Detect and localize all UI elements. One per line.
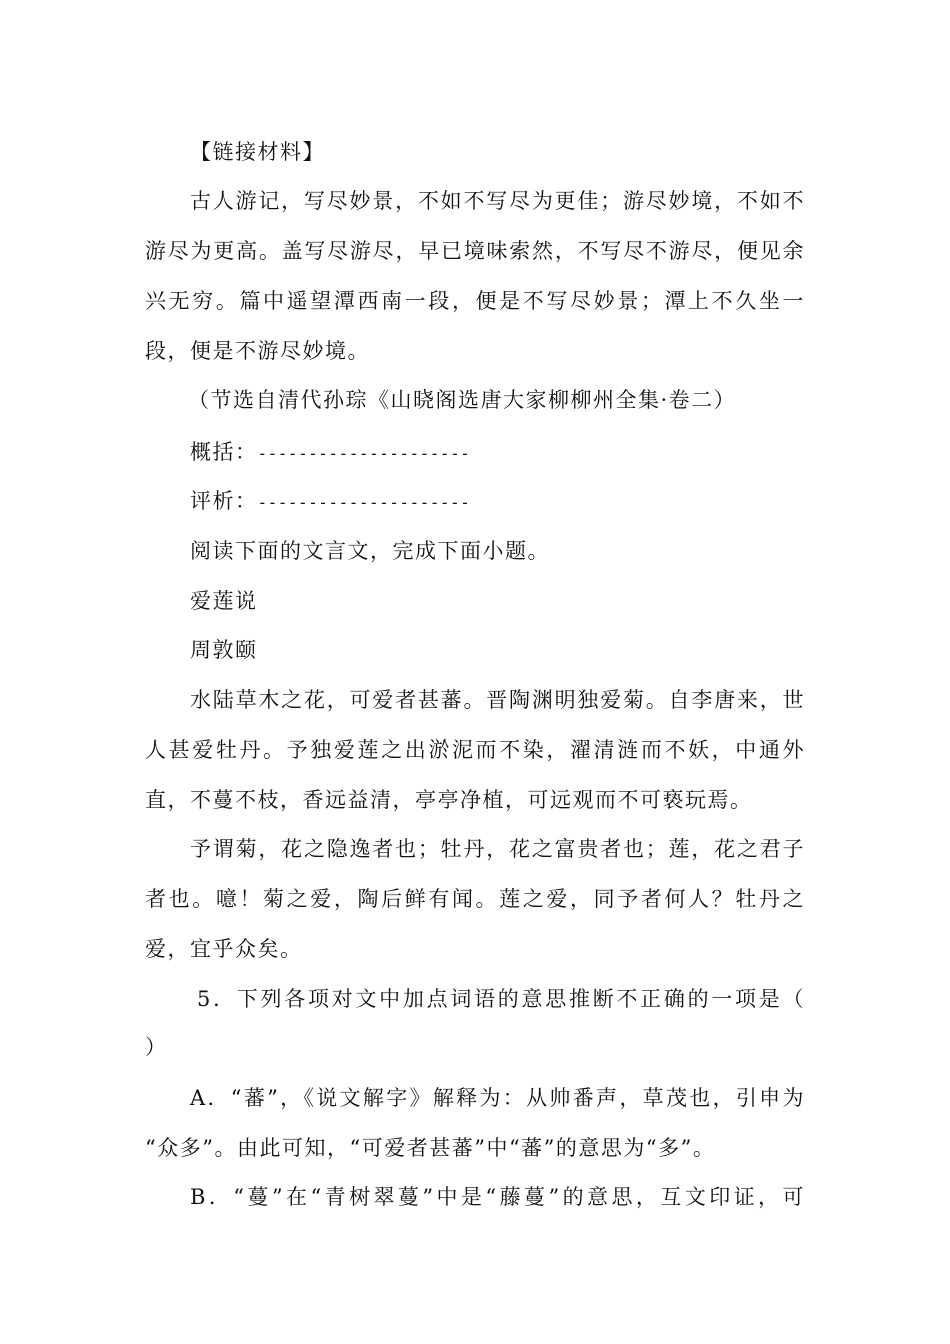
link-material-line-3: 兴无穷。篇中遥望潭西南一段，便是不写尽妙景；潭上不久坐一: [145, 289, 805, 313]
analysis-label: 评析：: [190, 489, 258, 513]
summary-prompt: [190, 438, 470, 468]
essay-line-5: 者也。噫！菊之爱，陶后鲜有闻。莲之爱，同予者何人？牡丹之: [145, 887, 805, 911]
essay-line-3: 直，不蔓不枝，香远益清，亭亭净植，可远观而不可亵玩焉。: [145, 788, 753, 812]
essay-line-1: 水陆草木之花，可爱者甚蕃。晋陶渊明独爱菊。自李唐来，世: [190, 688, 805, 712]
essay-title: 爱莲说: [190, 589, 258, 613]
essay-line-6: 爱，宜乎众矣。: [145, 937, 303, 961]
source-citation: （节选自清代孙琮《山晓阁选唐大家柳柳州全集·卷二）: [188, 388, 737, 412]
link-material-line-2: 游尽为更高。盖写尽游尽，早已境味索然，不写尽不游尽，便见余: [145, 239, 805, 263]
analysis-blank: ---------------------: [257, 493, 471, 512]
option-a-line-2: “众多”。由此可知，“可爱者甚蕃”中“蕃”的意思为“多”。: [145, 1136, 716, 1160]
essay-author: 周敦颐: [190, 638, 258, 662]
essay-line-2: 人甚爱牡丹。予独爱莲之出淤泥而不染，濯清涟而不妖，中通外: [145, 738, 805, 762]
reading-instruction: 阅读下面的文言文，完成下面小题。: [190, 539, 550, 563]
question-5-stem-end: ）: [145, 1035, 168, 1059]
option-b-line-1: B．“蔓”在“青树翠蔓”中是“藤蔓”的意思，互文印证，可: [190, 1185, 805, 1209]
section-heading: 【链接材料】: [190, 140, 325, 164]
question-5-stem: 5．下列各项对文中加点词语的意思推断不正确的一项是（: [197, 987, 805, 1011]
summary-blank: ---------------------: [257, 444, 471, 463]
option-a-line-1: A．“蕃”，《说文解字》解释为：从帅番声，草茂也，引申为: [190, 1086, 805, 1110]
link-material-line-4: 段，便是不游尽妙境。: [145, 339, 370, 363]
summary-label: 概括：: [190, 440, 258, 464]
link-material-line-1: 古人游记，写尽妙景，不如不写尽为更佳；游尽妙境，不如不: [190, 189, 805, 213]
analysis-prompt: [190, 487, 470, 517]
essay-line-4: 予谓菊，花之隐逸者也；牡丹，花之富贵者也；莲，花之君子: [190, 837, 805, 861]
